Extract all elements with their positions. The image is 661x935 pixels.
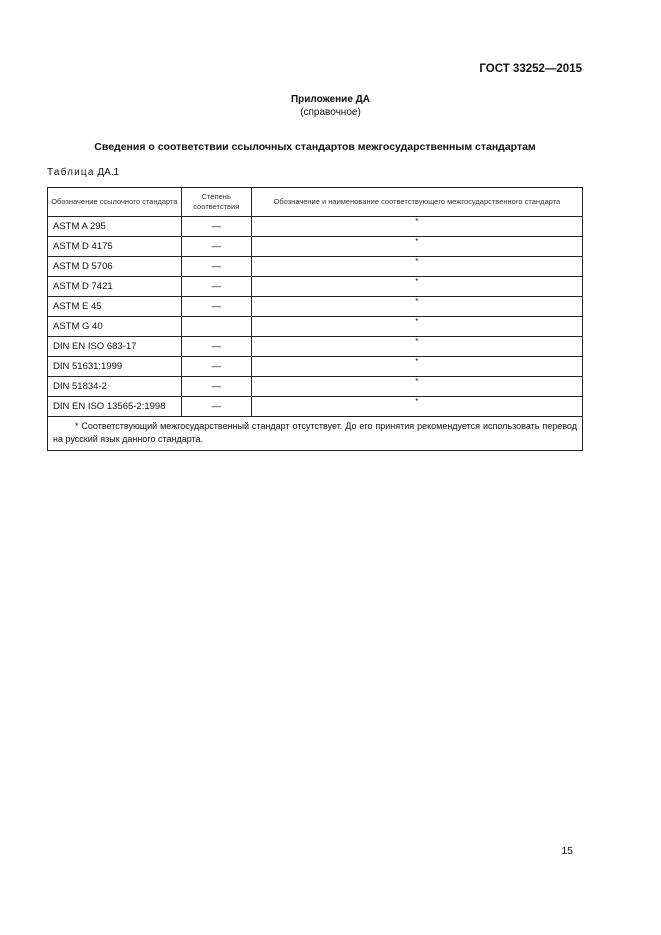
column-header-name: Обозначение и наименование соответствующего межгосударственного стандарта (251, 188, 582, 217)
correspondence-table (47, 187, 583, 451)
cell-degree (181, 317, 251, 337)
table-row (48, 277, 583, 297)
cell-code: ASTM E 45 (48, 297, 182, 317)
cell-name: * (251, 317, 582, 337)
cell-code: ASTM D 4175 (48, 237, 182, 257)
table-row (48, 397, 583, 417)
footnote-text: * Соответствующий межгосударственный стандарт отсутствует. До его принятия рекомендуется использовать перевод на русский язык данного стандарта. (53, 421, 577, 444)
cell-code: ASTM D 5706 (48, 257, 182, 277)
table-row (48, 257, 583, 277)
cell-name: * (251, 377, 582, 397)
table-row (48, 237, 583, 257)
cell-name: * (251, 237, 582, 257)
cell-degree: — (181, 377, 251, 397)
table-row (48, 377, 583, 397)
cell-name: * (251, 257, 582, 277)
cell-code: ASTM D 7421 (48, 277, 182, 297)
cell-code: DIN EN ISO 13565-2:1998 (48, 397, 182, 417)
column-header-code: Обозначение ссылочного стандарта (48, 188, 182, 217)
section-heading: Сведения о соответствии ссылочных стандартов межгосударственным стандартам (94, 141, 536, 153)
cell-name: * (251, 217, 582, 237)
footnote (48, 417, 583, 451)
cell-degree: — (181, 277, 251, 297)
appendix-block (0, 93, 661, 119)
cell-degree: — (181, 217, 251, 237)
standard-code: ГОСТ 33252—2015 (479, 63, 582, 75)
appendix-title: Приложение ДА (290, 94, 371, 105)
table-header-row (48, 188, 583, 217)
footnote-row (48, 417, 583, 451)
cell-name: * (251, 357, 582, 377)
table-row (48, 317, 583, 337)
cell-code: ASTM A 295 (48, 217, 182, 237)
table-caption (47, 167, 119, 178)
cell-code: DIN 51631:1999 (48, 357, 182, 377)
cell-name: * (251, 297, 582, 317)
cell-name: * (251, 277, 582, 297)
column-header-degree: Степень соответствия (181, 188, 251, 217)
cell-degree: — (181, 257, 251, 277)
table-row (48, 217, 583, 237)
cell-degree: — (181, 357, 251, 377)
table-row (48, 297, 583, 317)
cell-code: DIN 51834-2 (48, 377, 182, 397)
appendix-subtitle: (справочное) (300, 107, 361, 118)
cell-name: * (251, 337, 582, 357)
table-caption-id: ДА.1 (97, 167, 120, 178)
cell-degree: — (181, 237, 251, 257)
page-number: 15 (561, 845, 573, 857)
cell-name: * (251, 397, 582, 417)
cell-degree: — (181, 397, 251, 417)
table-row (48, 357, 583, 377)
table-row (48, 337, 583, 357)
cell-code: ASTM G 40 (48, 317, 182, 337)
cell-degree: — (181, 297, 251, 317)
cell-code: DIN EN ISO 683-17 (48, 337, 182, 357)
cell-degree: — (181, 337, 251, 357)
table-caption-word: Таблица (47, 167, 95, 178)
